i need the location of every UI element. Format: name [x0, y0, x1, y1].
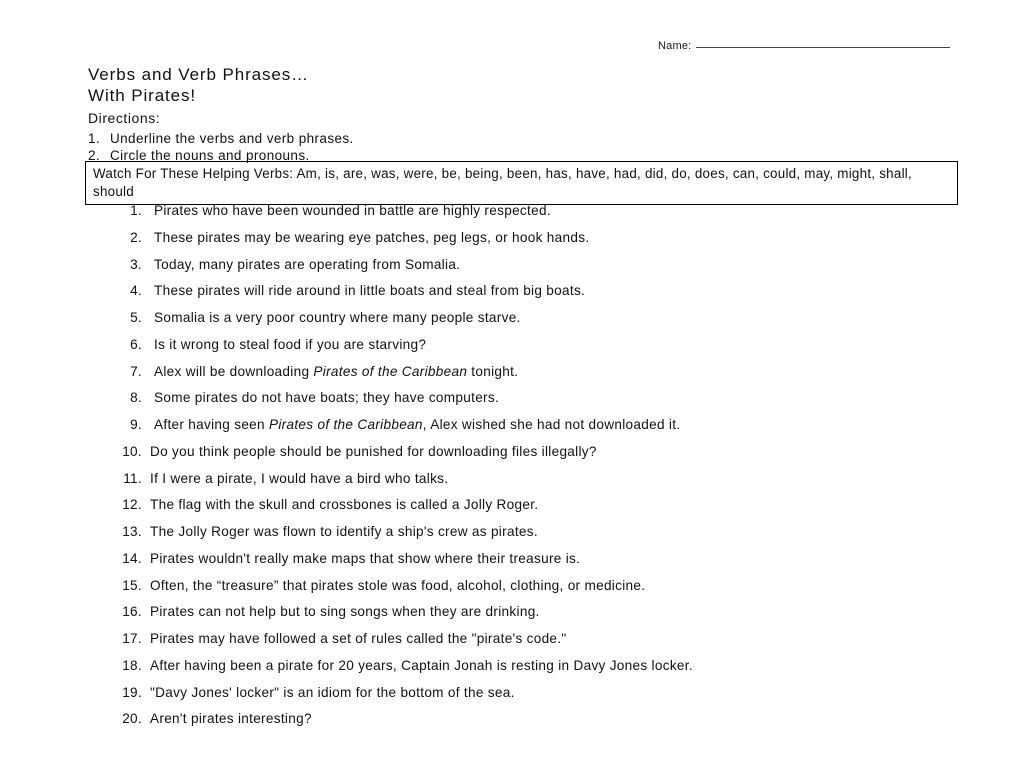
sentence-item[interactable] [120, 604, 980, 631]
sentence-text: These pirates will ride around in little boats and steal from big boats. [154, 283, 586, 299]
sentence-item[interactable] [120, 524, 980, 551]
sentence-item[interactable] [120, 283, 980, 310]
directions-block [88, 108, 354, 164]
sentence-text: "Davy Jones' locker" is an idiom for the bottom of the sea. [150, 684, 515, 700]
directions-list [88, 130, 354, 164]
sentence-number: 16. [122, 604, 142, 620]
sentence-text [154, 417, 680, 432]
name-field-row [658, 40, 950, 52]
sentence-number: 9. [130, 417, 142, 432]
sentence-text: Pirates can not help but to sing songs when they are drinking. [150, 604, 540, 620]
sentence-number: 7. [130, 363, 142, 379]
sentence-text: The flag with the skull and crossbones is called a Jolly Roger. [150, 497, 539, 513]
sentence-number: 8. [130, 390, 142, 406]
sentence-text-before: After having seen [154, 417, 269, 432]
title-line-2: With Pirates! [88, 86, 197, 105]
sentence-text: Pirates who have been wounded in battle are highly respected. [154, 203, 551, 218]
helping-verbs-text: Watch For These Helping Verbs: Am, is, are, was, were, be, being, been, has, have, had, did, do, does, can, could, may, might, shall, should [93, 166, 912, 199]
sentence-text: Today, many pirates are operating from Somalia. [154, 256, 461, 272]
sentence-item[interactable] [120, 685, 980, 712]
sentence-number: 3. [130, 256, 142, 272]
sentence-title-italic: Pirates of the Caribbean [313, 363, 468, 379]
sentence-text: Aren't pirates interesting? [150, 711, 312, 727]
sentence-text: Somalia is a very poor country where many people starve. [154, 310, 521, 325]
name-label: Name: [658, 40, 692, 52]
direction-number: 1. [88, 131, 101, 146]
sentence-text: After having been a pirate for 20 years, Captain Jonah is resting in Davy Jones locker. [150, 657, 693, 673]
sentence-text [154, 364, 518, 379]
direction-text: Circle the nouns and pronouns. [110, 148, 310, 163]
sentence-text: The Jolly Roger was flown to identify a ship's crew as pirates. [150, 524, 538, 539]
sentence-item[interactable] [120, 310, 980, 337]
direction-item [88, 130, 354, 147]
sentence-item[interactable] [120, 471, 980, 498]
sentence-number: 5. [130, 310, 142, 325]
sentence-number: 2. [130, 229, 142, 245]
sentence-number: 12. [122, 497, 142, 513]
title-line-1: Verbs and Verb Phrases… [88, 65, 310, 84]
sentence-text: Do you think people should be punished for downloading files illegally? [150, 443, 597, 459]
sentence-text-after: tonight. [467, 363, 519, 379]
directions-heading: Directions: [88, 110, 161, 126]
sentence-item[interactable] [120, 658, 980, 685]
sentence-list [120, 203, 980, 738]
sentence-item[interactable] [120, 578, 980, 605]
sentence-item[interactable] [120, 203, 980, 230]
sentence-text: Often, the “treasure” that pirates stole was food, alcohol, clothing, or medicine. [150, 577, 646, 593]
sentence-number: 17. [122, 631, 142, 646]
sentence-number: 15. [122, 577, 142, 593]
sentence-number: 11. [123, 470, 142, 486]
sentence-item[interactable] [120, 390, 980, 417]
helping-verbs-box [85, 161, 958, 205]
sentence-text: These pirates may be wearing eye patches, peg legs, or hook hands. [154, 229, 590, 245]
sentence-number: 4. [130, 283, 142, 299]
name-write-in-line[interactable] [696, 46, 950, 48]
sentence-number: 19. [122, 684, 142, 700]
sentence-text-after: , Alex wished she had not downloaded it. [422, 417, 681, 432]
sentence-number: 13. [122, 524, 142, 539]
sentence-text: Pirates wouldn't really make maps that show where their treasure is. [150, 550, 581, 566]
sentence-number: 14. [122, 550, 142, 566]
sentence-item[interactable] [120, 711, 980, 738]
sentence-item[interactable] [120, 337, 980, 364]
sentence-number: 20. [122, 711, 142, 727]
sentence-text: Pirates may have followed a set of rules called the "pirate's code." [150, 631, 567, 646]
sentence-item[interactable] [120, 257, 980, 284]
sentence-title-italic: Pirates of the Caribbean [268, 417, 423, 432]
sentence-number: 18. [122, 657, 142, 673]
sentence-item[interactable] [120, 444, 980, 471]
sentence-item[interactable] [120, 631, 980, 658]
sentence-number: 6. [130, 336, 142, 352]
sentence-item[interactable] [120, 551, 980, 578]
direction-text: Underline the verbs and verb phrases. [110, 131, 354, 146]
sentence-item[interactable] [120, 417, 980, 444]
sentence-text-before: Alex will be downloading [154, 363, 314, 379]
sentence-number: 1. [130, 203, 142, 218]
sentence-text: If I were a pirate, I would have a bird who talks. [150, 470, 449, 486]
sentence-text: Some pirates do not have boats; they have computers. [154, 390, 500, 406]
sentence-item[interactable] [120, 364, 980, 391]
sentence-item[interactable] [120, 230, 980, 257]
sentence-number: 10. [122, 443, 142, 459]
sentence-text: Is it wrong to steal food if you are starving? [154, 336, 427, 352]
page-title [88, 64, 309, 106]
sentence-item[interactable] [120, 497, 980, 524]
direction-number: 2. [88, 148, 101, 163]
